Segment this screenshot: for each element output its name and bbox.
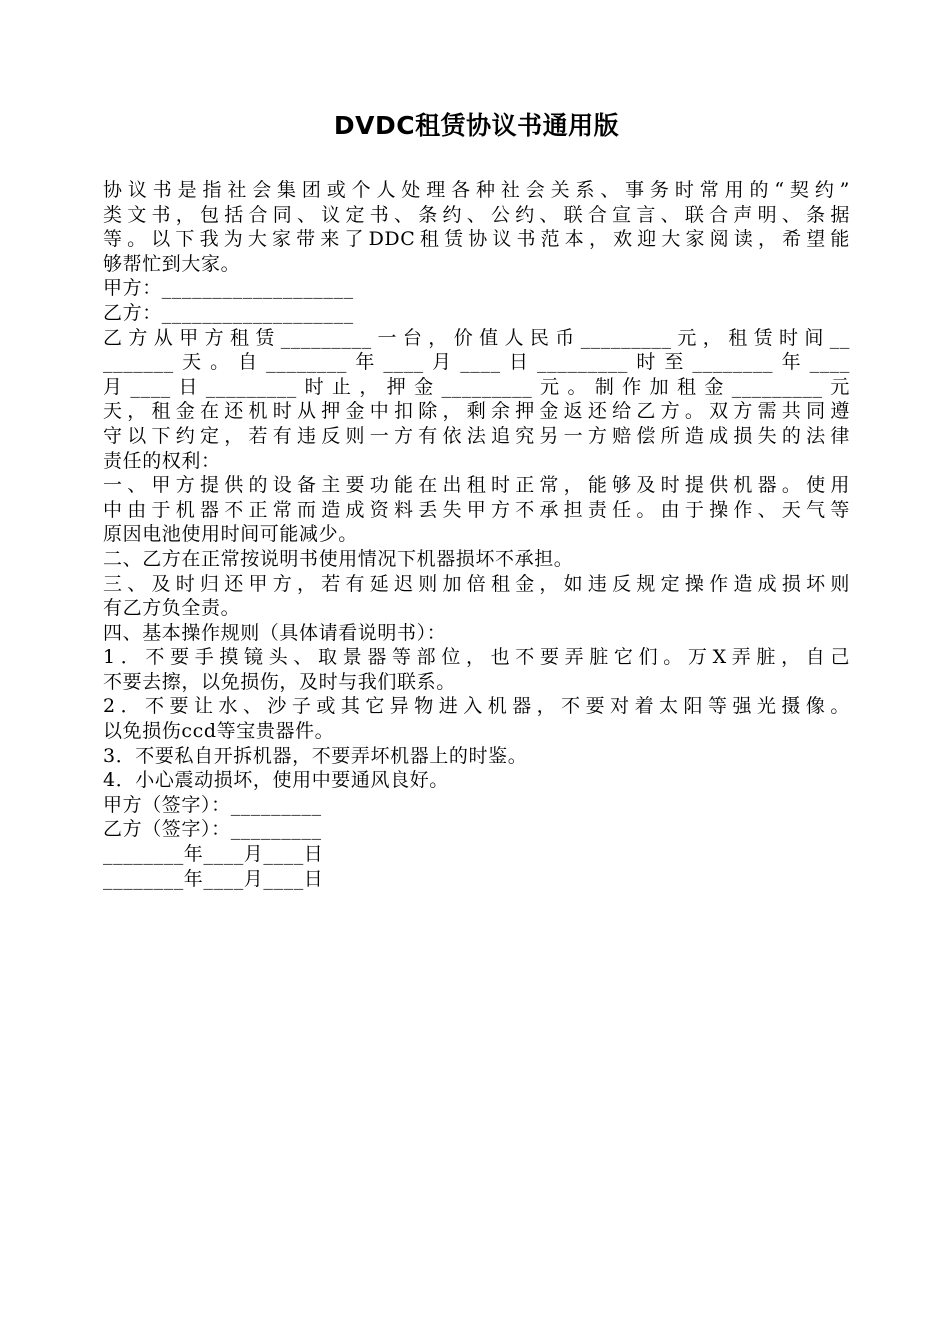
date-line-1: ________年____月____日 — [103, 843, 324, 866]
intro-line-4: 够帮忙到大家。 — [103, 252, 241, 275]
clause-3-line-2: 有乙方负全责。 — [103, 597, 241, 620]
date-line-2: ________年____月____日 — [103, 867, 324, 890]
terms-line-6: 责任的权利： — [103, 449, 221, 472]
terms-line-4: 天，租金在还机时从押金中扣除，剩余押金返还给乙方。双方需共同遵 — [103, 400, 850, 423]
party-a-signature: 甲方（签字）：_________ — [103, 793, 322, 816]
terms-line-3: 月____日_________时止，押金_________元。制作加租金_________元 — [103, 375, 850, 398]
rule-3-line: 3．不要私自开拆机器，不要弄坏机器上的时鉴。 — [103, 744, 528, 767]
terms-line-1: 乙方从甲方租赁_________一台，价值人民币_________元，租赁时间__ — [103, 326, 850, 349]
clause-1-line-1: 一、甲方提供的设备主要功能在出租时正常，能够及时提供机器。使用 — [103, 474, 850, 497]
clause-1-line-2: 中由于机器不正常而造成资料丢失甲方不承担责任。由于操作、天气等 — [103, 498, 850, 521]
rule-1-line-2: 不要去擦，以免损伤，及时与我们联系。 — [103, 670, 456, 693]
document-title: DVDC租赁协议书通用版 — [333, 111, 620, 140]
intro-line-1: 协议书是指社会集团或个人处理各种社会关系、事务时常用的“契约” — [103, 179, 850, 201]
party-a-line: 甲方：___________________ — [103, 277, 354, 300]
intro-line-2: 类文书，包括合同、议定书、条约、公约、联合宣言、联合声明、条据 — [103, 203, 850, 226]
rule-1-line-1: 1．不要手摸镜头、取景器等部位，也不要弄脏它们。万X弄脏，自己 — [103, 646, 850, 669]
intro-line-3: 等。以下我为大家带来了DDC租赁协议书范本，欢迎大家阅读，希望能 — [103, 228, 850, 251]
clause-4-heading: 四、基本操作规则（具体请看说明书）： — [103, 621, 447, 644]
party-b-line: 乙方：___________________ — [103, 301, 354, 324]
rule-2-line-1: 2．不要让水、沙子或其它异物进入机器，不要对着太阳等强光摄像。 — [103, 695, 850, 718]
rule-4-line: 4．小心震动损坏，使用中要通风良好。 — [103, 769, 449, 792]
terms-line-5: 守以下约定，若有违反则一方有依法追究另一方赔偿所造成损失的法律 — [103, 424, 850, 447]
party-b-signature: 乙方（签字）：_________ — [103, 818, 322, 841]
rule-2-line-2: 以免损伤ccd等宝贵器件。 — [103, 720, 335, 743]
document-body — [103, 178, 850, 891]
clause-3-line-1: 三、及时归还甲方，若有延迟则加倍租金，如违反规定操作造成损坏则 — [103, 572, 850, 595]
terms-line-2: _______天。自________年____月____日_________时至________年____ — [103, 351, 850, 374]
clause-2-line: 二、乙方在正常按说明书使用情况下机器损坏不承担。 — [103, 547, 574, 570]
clause-1-line-3: 原因电池使用时间可能减少。 — [103, 523, 358, 546]
